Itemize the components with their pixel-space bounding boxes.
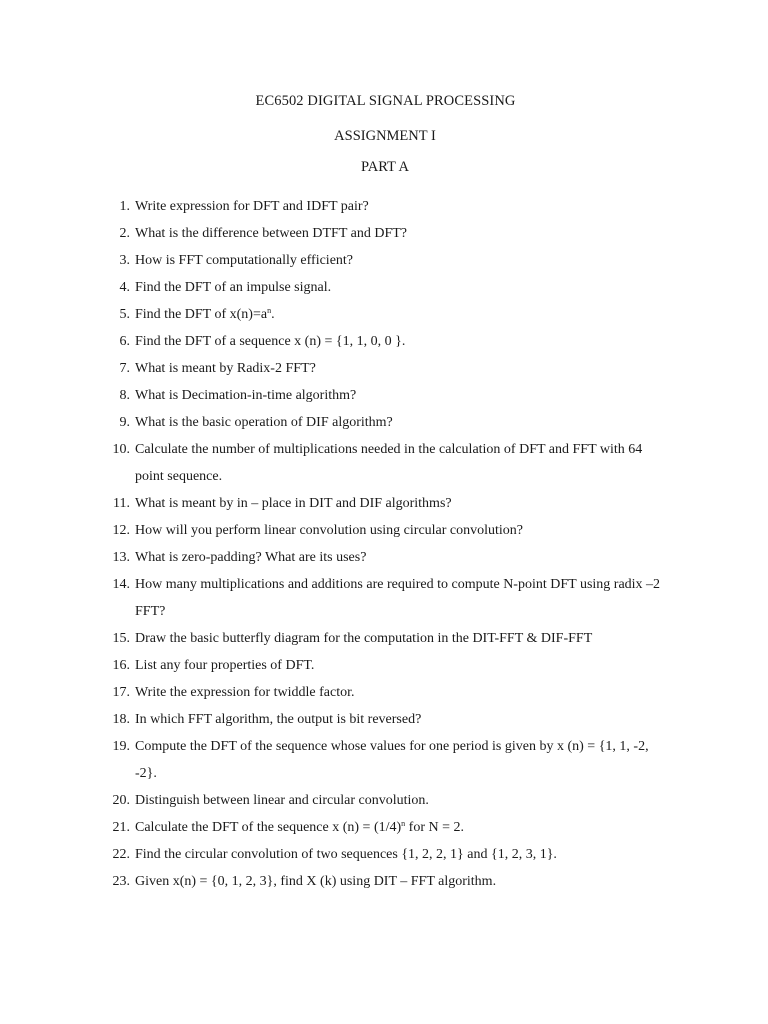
- question-text: What is meant by Radix-2 FFT?: [135, 361, 316, 376]
- question-number: 5.: [119, 307, 130, 322]
- question-item: [0, 706, 768, 733]
- question-number: 7.: [119, 361, 130, 376]
- question-text: Find the circular convolution of two sequences {1, 2, 2, 1} and {1, 2, 3, 1}.: [135, 847, 557, 862]
- question-number: 13.: [112, 550, 130, 565]
- question-item: [0, 679, 768, 706]
- question-number: 15.: [112, 631, 130, 646]
- question-text-before: Find the DFT of x(n)=a: [135, 307, 268, 322]
- question-text: What is Decimation-in-time algorithm?: [135, 388, 357, 403]
- question-text: Compute the DFT of the sequence whose values for one period is given by x (n) = {1, 1, -2, -2}.: [135, 739, 649, 781]
- course-title: EC6502 DIGITAL SIGNAL PROCESSING: [255, 93, 516, 109]
- question-number: 9.: [119, 415, 130, 430]
- question-item: [0, 517, 768, 544]
- question-item: [0, 787, 768, 814]
- question-text: Draw the basic butterfly diagram for the computation in the DIT-FFT & DIF-FFT: [135, 631, 593, 646]
- question-text: In which FFT algorithm, the output is bit reversed?: [135, 712, 422, 727]
- question-item: [0, 409, 768, 436]
- question-item: [0, 436, 768, 490]
- question-item: [0, 274, 768, 301]
- question-item: [0, 652, 768, 679]
- question-item: [0, 247, 768, 274]
- question-text-after: .: [271, 307, 275, 322]
- question-item: [0, 193, 768, 220]
- question-number: 6.: [119, 334, 130, 349]
- assignment-heading: ASSIGNMENT I: [334, 128, 436, 144]
- part-heading: PART A: [361, 159, 409, 175]
- question-number: 12.: [112, 523, 130, 538]
- question-text: Calculate the number of multiplications needed in the calculation of DFT and FFT with 64 point sequence.: [135, 442, 643, 484]
- question-item: [0, 814, 768, 841]
- question-text: [135, 814, 665, 841]
- question-number: 8.: [119, 388, 130, 403]
- question-number: 23.: [112, 874, 130, 889]
- question-number: 22.: [112, 847, 130, 862]
- question-item: [0, 328, 768, 355]
- question-item: [0, 733, 768, 787]
- question-item: [0, 355, 768, 382]
- question-item: [0, 841, 768, 868]
- question-text: Given x(n) = {0, 1, 2, 3}, find X (k) using DIT – FFT algorithm.: [135, 874, 497, 889]
- question-text: Distinguish between linear and circular convolution.: [135, 793, 429, 808]
- question-text: [135, 301, 665, 328]
- question-item: [0, 625, 768, 652]
- question-number: 18.: [112, 712, 130, 727]
- question-text: Find the DFT of a sequence x (n) = {1, 1, 0, 0 }.: [135, 334, 406, 349]
- question-number: 16.: [112, 658, 130, 673]
- question-number: 17.: [112, 685, 130, 700]
- question-number: 10.: [112, 442, 130, 457]
- question-item: [0, 490, 768, 517]
- question-text-after: for N = 2.: [405, 820, 465, 835]
- question-number: 19.: [112, 739, 130, 754]
- question-item: [0, 301, 768, 328]
- question-number: 1.: [119, 199, 130, 214]
- question-text-before: Calculate the DFT of the sequence x (n) = (1/4): [135, 820, 402, 835]
- question-text: What is meant by in – place in DIT and DIF algorithms?: [135, 496, 452, 511]
- exponent: n: [267, 306, 272, 315]
- question-text: Write expression for DFT and IDFT pair?: [135, 199, 369, 214]
- question-item: [0, 382, 768, 409]
- question-text: What is the difference between DTFT and DFT?: [135, 226, 408, 241]
- exponent: n: [401, 819, 406, 828]
- question-number: 21.: [112, 820, 130, 835]
- question-number: 3.: [119, 253, 130, 268]
- question-text: How will you perform linear convolution using circular convolution?: [135, 523, 524, 538]
- question-item: [0, 571, 768, 625]
- question-text: Write the expression for twiddle factor.: [135, 685, 355, 700]
- question-text: What is zero-padding? What are its uses?: [135, 550, 367, 565]
- question-list: [0, 193, 768, 895]
- question-item: [0, 868, 768, 895]
- question-text: How is FFT computationally efficient?: [135, 253, 354, 268]
- question-text: What is the basic operation of DIF algorithm?: [135, 415, 393, 430]
- question-number: 11.: [113, 496, 130, 511]
- question-item: [0, 544, 768, 571]
- question-item: [0, 220, 768, 247]
- question-number: 20.: [112, 793, 130, 808]
- question-text: Find the DFT of an impulse signal.: [135, 280, 332, 295]
- question-number: 14.: [112, 577, 130, 592]
- question-text: How many multiplications and additions are required to compute N-point DFT using radix –2 FFT?: [135, 577, 661, 619]
- question-number: 4.: [119, 280, 130, 295]
- question-text: List any four properties of DFT.: [135, 658, 315, 673]
- question-number: 2.: [119, 226, 130, 241]
